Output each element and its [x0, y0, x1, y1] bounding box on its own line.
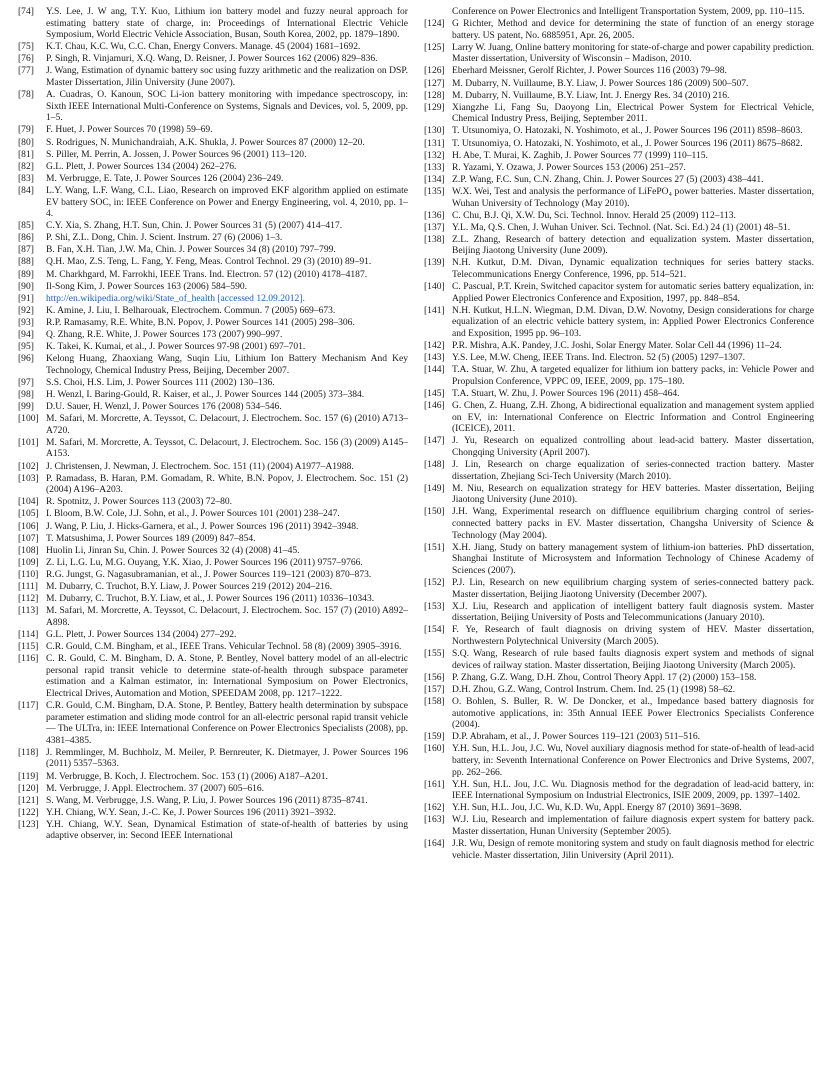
reference-text: F. Ye, Research of fault diagnosis on driving system of HEV. Master dissertation, Northwestern Polytechnical University (March 2005).	[452, 624, 814, 647]
reference-text: Huolin Li, Jinran Su, Chin. J. Power Sources 32 (4) (2008) 41–45.	[46, 544, 300, 556]
reference-text: M. Dubarry, N. Vuillaume, B.Y. Liaw, J. Power Sources 186 (2009) 500–507.	[452, 77, 749, 89]
reference-entry	[424, 648, 814, 671]
reference-number: [146]	[424, 400, 445, 412]
reference-text: S.S. Choi, H.S. Lim, J. Power Sources 111 (2002) 130–136.	[46, 376, 275, 388]
reference-entry	[18, 557, 408, 569]
reference-text: S. Rodrigues, N. Munichandraiah, A.K. Shukla, J. Power Sources 87 (2000) 12–20.	[46, 136, 365, 148]
reference-text: D.U. Sauer, H. Wenzl, J. Power Sources 176 (2008) 534–546.	[46, 401, 282, 413]
reference-text: M. Safari, M. Morcrette, A. Teyssot, C. Delacourt, J. Electrochem. Soc. 157 (6) (2010) A713–A720.	[46, 413, 408, 436]
reference-number: [127]	[424, 77, 445, 89]
reference-text: D.P. Abraham, et al., J. Power Sources 119–121 (2003) 511–516.	[452, 731, 701, 743]
reference-text: J. Remmlinger, M. Buchholz, M. Meiler, P. Bernreuter, K. Dietmayer, J. Power Sources 196 (2011) 5357–5363.	[46, 746, 408, 770]
reference-text: J.H. Wang, Experimental research on diffluence equilibrium charging control of series-connected battery packs in EV. Master dissertation, Changsha University of Science & Technology (May 2004).	[452, 506, 814, 541]
reference-number: [90]	[18, 280, 34, 292]
reference-number: [128]	[424, 89, 445, 101]
reference-number: [110]	[18, 568, 39, 580]
reference-text: S. Wang, M. Verbrugge, J.S. Wang, P. Liu, J. Power Sources 196 (2011) 8735–8741.	[46, 794, 368, 806]
reference-text: M. Verbrugge, J. Appl. Electrochem. 37 (2007) 605–616.	[46, 782, 265, 794]
reference-entry	[424, 838, 814, 861]
reference-entry	[18, 807, 408, 819]
reference-text: C. Chu, B.J. Qi, X.W. Du, Sci. Technol. Innov. Herald 25 (2009) 112–113.	[452, 209, 736, 221]
reference-number: [102]	[18, 460, 39, 472]
reference-number: [131]	[424, 137, 445, 149]
reference-entry	[18, 6, 408, 41]
reference-number: [139]	[424, 257, 445, 269]
reference-entry	[424, 624, 814, 647]
reference-text: C.R. Gould, C.M. Bingham, D.A. Stone, P. Bentley, Battery health determination by subspace parameter estimation and sliding mode control for an all-electric personal rapid transit vehicle — The ULTra, in: IEEE International Conference on Power Electronics Specialists (2008), pp. 4381–4385.	[46, 699, 408, 746]
reference-text: Il-Song Kim, J. Power Sources 163 (2006) 584–590.	[46, 280, 248, 292]
reference-entry	[18, 413, 408, 436]
reference-number: [93]	[18, 316, 34, 328]
reference-text: Larry W. Juang, Online battery monitoring for state-of-charge and power capability prediction. Master dissertation, University of Wisconsin – Madison, 2010.	[452, 41, 814, 65]
reference-text: Y.S. Lee, J. W ang, T.Y. Kuo, Lithium ion battery model and fuzzy neural approach for estimating battery state of charge, in: Proceedings of International Electric Vehicle Symposium, World Electric Vehicle Association, Busan, South Korea, 2002, pp. 1879–1890.	[46, 6, 408, 41]
reference-number: [154]	[424, 624, 445, 636]
reference-entry	[18, 53, 408, 65]
reference-entry	[18, 161, 408, 173]
reference-number: [121]	[18, 794, 39, 806]
reference-text: I. Bloom, B.W. Cole, J.J. Sohn, et al., J. Power Sources 101 (2001) 238–247.	[46, 508, 340, 520]
reference-number: [87]	[18, 244, 34, 256]
reference-number: [109]	[18, 556, 39, 568]
reference-number: [149]	[424, 482, 445, 494]
reference-text: T.A. Stuar, W. Zhu, A targeted equalizer for lithium ion battery packs, in: Vehicle Power and Propulsion Conference, VPPC 09, IEEE, 2009, pp. 175–180.	[452, 364, 814, 387]
reference-entry	[424, 542, 814, 577]
reference-text: C.R. Gould, C.M. Bingham, et al., IEEE Trans. Vehicular Technol. 58 (8) (2009) 3905–3916.	[46, 640, 402, 652]
reference-entry	[18, 305, 408, 317]
reference-number: [76]	[18, 53, 34, 65]
reference-text: M. Charkhgard, M. Farrokhi, IEEE Trans. Ind. Electron. 57 (12) (2010) 4178–4187.	[46, 268, 368, 280]
reference-text: Z.P. Wang, F.C. Sun, C.N. Zhang, Chin. J. Power Sources 27 (5) (2003) 438–441.	[452, 173, 764, 185]
reference-entry	[424, 364, 814, 387]
reference-number: [143]	[424, 352, 445, 364]
reference-text: Y.H. Sun, H.L. Jou, J.C. Wu. Diagnosis method for the degradation of lead-acid battery, in: IEEE International Symposium on Industrial Electronics, ISIE 2009, 2009, pp. 1397–1402.	[452, 778, 814, 802]
reference-entry	[18, 593, 408, 605]
reference-number: [155]	[424, 648, 445, 660]
reference-text: K.T. Chau, K.C. Wu, C.C. Chan, Energy Convers. Manage. 45 (2004) 1681–1692.	[46, 41, 361, 53]
reference-entry	[424, 388, 814, 400]
reference-text: M. Dubarry, C. Truchot, B.Y. Liaw, J. Power Sources 219 (2012) 204–216.	[46, 581, 333, 592]
reference-text: Y.L. Ma, Q.S. Chen, J. Wuhan Univer. Sci. Technol. (Nat. Sci. Ed.) 24 (1) (2001) 48–51.	[452, 221, 791, 233]
reference-number: [88]	[18, 256, 34, 268]
reference-number: [95]	[18, 341, 34, 353]
reference-number: [138]	[424, 233, 445, 245]
reference-text: J. Wang, Estimation of dynamic battery soc using fuzzy arithmetic and the realization on DSP. Master Dissertation, Jilin University (June 2007).	[46, 65, 408, 89]
reference-number: [114]	[18, 628, 39, 640]
reference-text: G.L. Plett, J. Power Sources 134 (2004) 262–276.	[46, 160, 237, 172]
reference-number: [153]	[424, 600, 445, 612]
reference-number: [125]	[424, 41, 445, 53]
reference-text: C.Y. Xia, S. Zhang, H.T. Sun, Chin. J. Power Sources 31 (5) (2007) 414–417.	[46, 220, 343, 232]
reference-entry	[424, 459, 814, 482]
reference-number: [145]	[424, 388, 445, 399]
reference-text: P. Singh, R. Vinjamuri, X.Q. Wang, D. Reisner, J. Power Sources 162 (2006) 829–836.	[46, 53, 378, 65]
reference-entry	[18, 377, 408, 389]
reference-text: M. Dubarry, C. Truchot, B.Y. Liaw, et al., J. Power Sources 196 (2011) 10336–10343.	[46, 593, 375, 605]
reference-text: N.H. Kutkut, H.L.N. Wiegman, D.M. Divan, D.W. Novotny, Design considerations for charge equalization of an electric vehicle battery system, in: Applied Power Electronics Conference and Exposition, 1995 pp. 96–103.	[452, 304, 814, 340]
reference-text: S. Piller, M. Perrin, A. Jossen, J. Power Sources 96 (2001) 113–120.	[46, 148, 307, 160]
reference-entry	[424, 731, 814, 743]
reference-entry	[18, 41, 408, 53]
reference-entry	[424, 802, 814, 814]
reference-text: J. Yu, Research on equalized controlling about lead-acid battery. Master dissertation, Chongqing University (April 2007).	[452, 435, 814, 458]
reference-number: [160]	[424, 743, 445, 755]
reference-number: [106]	[18, 520, 39, 532]
reference-entry	[18, 341, 408, 353]
reference-entry	[424, 150, 814, 162]
reference-text: M. Verbrugge, B. Koch, J. Electrochem. Soc. 153 (1) (2006) A187–A201.	[46, 770, 328, 782]
reference-entry	[424, 601, 814, 624]
reference-entry	[18, 819, 408, 842]
reference-number: [113]	[18, 605, 39, 617]
reference-entry	[424, 18, 814, 41]
reference-text: J. Wang, P. Liu, J. Hicks-Garnera, et al., J. Power Sources 196 (2011) 3942–3948.	[46, 520, 359, 532]
reference-text: R. Yazami, Y. Ozawa, J. Power Sources 153 (2006) 251–257.	[452, 161, 686, 173]
reference-entry	[424, 400, 814, 435]
reference-number: [162]	[424, 802, 445, 814]
reference-number: [147]	[424, 435, 445, 447]
reference-number: [132]	[424, 149, 445, 161]
reference-entry	[424, 125, 814, 137]
reference-number: [148]	[424, 459, 445, 471]
reference-text: Y.H. Chiang, W.Y. Sean, Dynamical Estimation of state-of-health of batteries by using adaptive observer, in: Second IEEE International	[46, 818, 408, 842]
reference-entry	[18, 269, 408, 281]
reference-entry	[18, 581, 408, 593]
reference-number: [81]	[18, 148, 34, 160]
reference-number: [74]	[18, 6, 34, 17]
reference-text: A. Cuadras, O. Kanoun, SOC Li-ion battery monitoring with impedance spectroscopy, in: Sixth IEEE International Multi-Conference on Systems, Signals and Devices, vol. 5, 2009, pp. 1–5.	[46, 89, 408, 124]
reference-number: [137]	[424, 221, 445, 233]
reference-entry	[424, 435, 814, 458]
reference-entry	[18, 437, 408, 460]
reference-text: S.Q. Wang, Research of rule based faults diagnosis expert system and methods of signal devices of railway station. Master dissertation, Beijing Jiaotong University (March 2005).	[452, 648, 814, 671]
reference-number: [141]	[424, 304, 445, 316]
reference-entry	[424, 352, 814, 364]
reference-text: R.G. Jungst, G. Nagasubramanian, et al., J. Power Sources 119–121 (2003) 870–873.	[46, 568, 372, 580]
reference-entry	[424, 234, 814, 257]
reference-text: J.R. Wu, Design of remote monitoring system and study on fault diagnosis method for electric vehicle. Master dissertation, Jilin University (April 2011).	[452, 838, 814, 861]
reference-entry	[424, 42, 814, 65]
reference-number: [75]	[18, 41, 34, 53]
reference-number: [100]	[18, 413, 39, 425]
reference-number: [103]	[18, 472, 39, 484]
reference-entry	[18, 389, 408, 401]
reference-number: [111]	[18, 581, 38, 592]
reference-number	[424, 6, 452, 18]
reference-text: J. Christensen, J. Newman, J. Electrochem. Soc. 151 (11) (2004) A1977–A1988.	[46, 460, 354, 472]
reference-number: [156]	[424, 671, 445, 683]
reference-text: T.A. Stuart, W. Zhu, J. Power Sources 196 (2011) 458–464.	[452, 388, 680, 399]
reference-entry	[424, 281, 814, 304]
reference-number: [135]	[424, 185, 445, 197]
reference-text: M. Dubarry, N. Vuillaume, B.Y. Liaw, Int. J. Energy Res. 34 (2010) 216.	[452, 89, 730, 101]
reference-number: [164]	[424, 838, 445, 850]
reference-number: [78]	[18, 89, 34, 101]
reference-entry	[424, 90, 814, 102]
reference-number: [98]	[18, 389, 34, 400]
reference-text: M. Verbrugge, E. Tate, J. Power Sources 126 (2004) 236–249.	[46, 172, 284, 184]
reference-entry	[18, 124, 408, 136]
reference-column-right	[424, 6, 814, 1077]
reference-number: [140]	[424, 281, 445, 293]
reference-text: K. Amine, J. Liu, I. Belharouak, Electrochem. Commun. 7 (2005) 669–673.	[46, 304, 336, 316]
reference-entry	[18, 473, 408, 496]
reference-entry	[424, 577, 814, 600]
reference-entry	[424, 138, 814, 150]
reference-entry	[18, 137, 408, 149]
reference-entry	[18, 293, 408, 305]
reference-text: P. Ramadass, B. Haran, P.M. Gomadam, R. White, B.N. Popov, J. Electrochem. Soc. 151 (2) (2004) A196–A203.	[46, 472, 408, 496]
reference-number: [126]	[424, 65, 445, 77]
reference-entry	[18, 605, 408, 628]
reference-entry	[424, 684, 814, 696]
reference-text: C. R. Gould, C. M. Bingham, D. A. Stone, P. Bentley, Novel battery model of an all-electric personal rapid transit vehicle to determine state-of-health through subspace parameter estimation and a Kalman estimator, in: International Symposium on Power Electronics, Electrical Drives, Automation and Motion, SPEEDAM 2008, pp. 1217–1222.	[46, 653, 408, 699]
reference-entry	[18, 700, 408, 746]
reference-text: M. Niu, Research on equalization strategy for HEV batteries. Master dissertation, Beijing Jiaotong University (June 2010).	[452, 482, 814, 506]
reference-entry	[18, 149, 408, 161]
reference-text: Eberhard Meissner, Gerolf Richter, J. Power Sources 116 (2003) 79–98.	[452, 65, 727, 77]
reference-text: G Richter, Method and device for determining the state of function of an energy storage battery. US patent, No. 6885951, Apr. 26, 2005.	[452, 18, 814, 41]
reference-entry	[18, 65, 408, 88]
reference-text: Z.L. Zhang, Research of battery detection and equalization system. Master dissertation, Beijing Jiaotong University (June 2009).	[452, 233, 814, 257]
reference-number: [124]	[424, 18, 445, 30]
reference-number: [119]	[18, 770, 39, 782]
reference-entry	[424, 483, 814, 506]
reference-link[interactable]: http://en.wikipedia.org/wiki/State_of_health [accessed 12.09.2012].	[46, 292, 305, 304]
reference-number: [104]	[18, 496, 39, 508]
reference-number: [105]	[18, 508, 39, 520]
reference-number: [136]	[424, 209, 445, 221]
reference-number: [129]	[424, 101, 445, 113]
reference-number: [91]	[18, 292, 34, 304]
reference-entry	[424, 186, 814, 209]
reference-number: [86]	[18, 232, 34, 244]
reference-entry	[424, 65, 814, 77]
reference-text: M. Safari, M. Morcrette, A. Teyssot, C. Delacourt, J. Electrochem. Soc. 156 (3) (2009) A145–A153.	[46, 436, 408, 460]
reference-text: K. Takei, K. Kumai, et al., J. Power Sources 97-98 (2001) 697–701.	[46, 341, 306, 353]
reference-entry	[424, 340, 814, 352]
reference-number: [161]	[424, 778, 445, 790]
reference-text: Y.S. Lee, M.W. Cheng, IEEE Trans. Ind. Electron. 52 (5) (2005) 1297–1307.	[452, 352, 746, 364]
reference-text: P.R. Mishra, A.K. Pandey, J.C. Joshi, Solar Energy Mater. Solar Cell 44 (1996) 11–24.	[452, 340, 782, 352]
reference-number: [157]	[424, 683, 445, 695]
reference-text: R.P. Ramasamy, R.E. White, B.N. Popov, J. Power Sources 141 (2005) 298–306.	[46, 316, 355, 328]
reference-number: [108]	[18, 544, 39, 556]
reference-entry	[424, 78, 814, 90]
reference-entry	[18, 521, 408, 533]
reference-number: [130]	[424, 125, 445, 137]
reference-entry	[18, 281, 408, 293]
reference-entry	[424, 174, 814, 186]
reference-entry	[18, 329, 408, 341]
reference-text: D.H. Zhou, G.Z. Wang, Control Instrum. Chem. Ind. 25 (1) (1998) 58–62.	[452, 683, 736, 695]
reference-entry	[18, 747, 408, 770]
reference-text: Xiangzhe Li, Fang Su, Daoyong Lin, Electrical Power System for Electrical Vehicle, Chemical Industry Press, Beijing, September 2011.	[452, 101, 814, 125]
reference-number: [99]	[18, 401, 34, 413]
reference-entry	[18, 232, 408, 244]
reference-number: [122]	[18, 806, 39, 818]
reference-number: [163]	[424, 814, 445, 826]
reference-number: [118]	[18, 746, 39, 758]
reference-entry	[424, 162, 814, 174]
reference-entry	[18, 220, 408, 232]
reference-entry	[18, 461, 408, 473]
reference-number: [120]	[18, 782, 39, 794]
reference-number: [79]	[18, 124, 34, 136]
reference-text: T. Utsunomiya, O. Hatozaki, N. Yoshimoto, et al., J. Power Sources 196 (2011) 8598–8603.	[452, 125, 803, 137]
reference-text: O. Bohlen, S. Buller, R. W. De Doncker, et al., Impedance based battery diagnosis for automotive applications, in: 35th Annual IEEE Power Electronics Specialists Conference (2004).	[452, 695, 814, 731]
reference-number: [151]	[424, 541, 445, 553]
reference-entry	[18, 317, 408, 329]
reference-entry	[424, 210, 814, 222]
reference-entry	[424, 696, 814, 731]
reference-text: X.H. Jiang, Study on battery management system of lithium-ion batteries. PhD dissertation, Shanghai Institute of Microsystem and Information Technology of Chinese Academy of Sciences (2007).	[452, 541, 814, 576]
reference-entry	[424, 506, 814, 541]
reference-entry	[18, 641, 408, 653]
reference-number: [82]	[18, 160, 34, 172]
reference-number: [101]	[18, 436, 39, 448]
reference-text: P.J. Lin, Research on new equilibrium charging system of series-connected battery pack. Master dissertation, Beijing Jiaotong University (December 2007).	[452, 577, 814, 600]
reference-text: Y.H. Sun, H.L. Jou, J.C. Wu, Novel auxiliary diagnosis method for state-of-health of lead-acid battery, in: Seventh International Conference on Power Electronics and Drive Systems, 2007, pp. 262–266.	[452, 743, 814, 778]
reference-number: [144]	[424, 364, 445, 376]
reference-number: [89]	[18, 268, 34, 280]
reference-entry	[424, 779, 814, 802]
reference-entry	[18, 401, 408, 413]
reference-text: F. Huet, J. Power Sources 70 (1998) 59–69.	[46, 124, 213, 136]
reference-text: G.L. Plett, J. Power Sources 134 (2004) 277–292.	[46, 628, 237, 640]
reference-number: [159]	[424, 731, 445, 743]
reference-number: [112]	[18, 593, 39, 605]
reference-number: [152]	[424, 577, 445, 588]
reference-text: T. Matsushima, J. Power Sources 189 (2009) 847–854.	[46, 532, 256, 544]
reference-number: [116]	[18, 653, 39, 665]
reference-text: W.J. Liu, Research and implementation of failure diagnosis expert system for battery pack. Master dissertation, Hunan University (September 2005).	[452, 814, 814, 837]
reference-text: M. Safari, M. Morcrette, A. Teyssot, C. Delacourt, J. Electrochem. Soc. 157 (7) (2010) A892–A898.	[46, 605, 408, 628]
reference-entry	[424, 257, 814, 280]
reference-number: [94]	[18, 329, 34, 341]
reference-text: J. Lin, Research on charge equalization of series-connected traction battery. Master dissertation, Zhejiang Sci-Tech University (March 2010).	[452, 459, 814, 482]
reference-number: [107]	[18, 532, 39, 544]
reference-entry	[18, 508, 408, 520]
reference-number: [123]	[18, 818, 39, 830]
reference-entry	[18, 783, 408, 795]
reference-text: Q.H. Mao, Z.S. Teng, L. Fang, Y. Feng, Meas. Control Technol. 29 (3) (2010) 89–91.	[46, 256, 372, 268]
reference-number: [92]	[18, 304, 34, 316]
reference-number: [133]	[424, 161, 445, 173]
reference-number: [158]	[424, 695, 445, 707]
reference-entry	[18, 89, 408, 124]
reference-entry	[18, 545, 408, 557]
reference-text: Conference on Power Electronics and Intelligent Transportation System, 2009, pp. 110–115.	[452, 6, 805, 17]
reference-number: [134]	[424, 173, 445, 185]
reference-number: [83]	[18, 172, 34, 184]
reference-entry	[18, 173, 408, 185]
reference-text: C. Pascual, P.T. Krein, Switched capacitor system for automatic series battery equalization, in: Applied Power Electronics Conference and Exposition, 1997, pp. 848–854.	[452, 281, 814, 304]
reference-entry	[18, 533, 408, 545]
reference-text: B. Fan, X.H. Tian, J.W. Ma, Chin. J. Power Sources 34 (8) (2010) 797–799.	[46, 244, 336, 256]
reference-text: R. Spotnitz, J. Power Sources 113 (2003) 72–80.	[46, 496, 233, 508]
reference-text: Q. Zhang, R.E. White, J. Power Sources 173 (2007) 990–997.	[46, 329, 283, 341]
reference-entry	[18, 771, 408, 783]
reference-text: Kelong Huang, Zhaoxiang Wang, Suqin Liu, Lithium Ion Battery Mechanism And Key Technology, Chemical Industry Press, Beijing, December 2007.	[46, 353, 408, 376]
reference-text: X.J. Liu, Research and application of intelligent battery fault diagnosis system. Master dissertation, Beijing University of Posts and Telecommunications (January 2010).	[452, 600, 814, 624]
reference-number: [97]	[18, 376, 34, 388]
reference-entry	[18, 185, 408, 220]
reference-entry	[18, 795, 408, 807]
reference-entry	[18, 629, 408, 641]
reference-entry	[18, 256, 408, 268]
reference-text: N.H. Kutkut, D.M. Divan, Dynamic equalization techniques for series battery stacks. Telecommunications Energy Conference, 1996, pp. 514–521.	[452, 257, 814, 281]
reference-text: H. Wenzl, I. Baring-Gould, R. Kaiser, et al., J. Power Sources 144 (2005) 373–384.	[46, 389, 365, 400]
reference-entry	[424, 102, 814, 125]
reference-number: [117]	[18, 699, 39, 711]
reference-entry	[18, 244, 408, 256]
reference-entry	[18, 353, 408, 376]
reference-entry	[18, 496, 408, 508]
reference-entry	[424, 814, 814, 837]
reference-column-left	[18, 6, 408, 1077]
reference-entry	[18, 569, 408, 581]
reference-entry	[424, 222, 814, 234]
reference-text: L.Y. Wang, L.F. Wang, C.L. Liao, Research on improved EKF algorithm applied on estimate EV battery SOC, in: IEEE Conference on Power and Energy Engineering, vol. 4, 2010, pp. 1–4.	[46, 184, 408, 220]
reference-text: Y.H. Sun, H.L. Jou, J.C. Wu, K.D. Wu, Appl. Energy 87 (2010) 3691–3698.	[452, 802, 742, 814]
reference-text: Y.H. Chiang, W.Y. Sean, J.-C. Ke, J. Power Sources 196 (2011) 3921–3932.	[46, 806, 336, 818]
reference-number: [150]	[424, 506, 445, 518]
reference-number: [77]	[18, 65, 34, 77]
reference-entry	[18, 653, 408, 699]
reference-number: [115]	[18, 640, 39, 652]
reference-text: G. Chen, Z. Huang, Z.H. Zhong, A bidirectional equalization and management system applied on EV, in: International Conference on Electric Information and Control Engineering (ICEICE), 2011.	[452, 400, 814, 435]
reference-text: P. Zhang, G.Z. Wang, D.H. Zhou, Control Theory Appl. 17 (2) (2000) 153–158.	[452, 671, 757, 683]
reference-entry	[424, 672, 814, 684]
reference-text: P. Shi, Z.L. Dong, Chin. J. Scient. Instrum. 27 (6) (2006) 1–3.	[46, 232, 283, 244]
reference-number: [80]	[18, 136, 34, 148]
reference-entry	[424, 305, 814, 340]
reference-entry	[424, 6, 814, 18]
reference-text: H. Abe, T. Murai, K. Zaghib, J. Power Sources 77 (1999) 110–115.	[452, 149, 708, 161]
reference-number: [142]	[424, 340, 445, 352]
reference-number: [85]	[18, 220, 34, 232]
reference-text: T. Utsunomiya, O. Hatozaki, N. Yoshimoto, et al., J. Power Sources 196 (2011) 8675–8682.	[452, 137, 803, 149]
reference-text: Z. Li, L.G. Lu, M.G. Ouyang, Y.K. Xiao, J. Power Sources 196 (2011) 9757–9766.	[46, 556, 363, 568]
reference-number: [84]	[18, 184, 34, 196]
reference-entry	[424, 743, 814, 778]
reference-text: W.X. Wei, Test and analysis the performance of LiFePO₄ power batteries. Master dissertation, Wuhan University of Technology (May 2010).	[452, 185, 814, 209]
reference-number: [96]	[18, 353, 34, 365]
